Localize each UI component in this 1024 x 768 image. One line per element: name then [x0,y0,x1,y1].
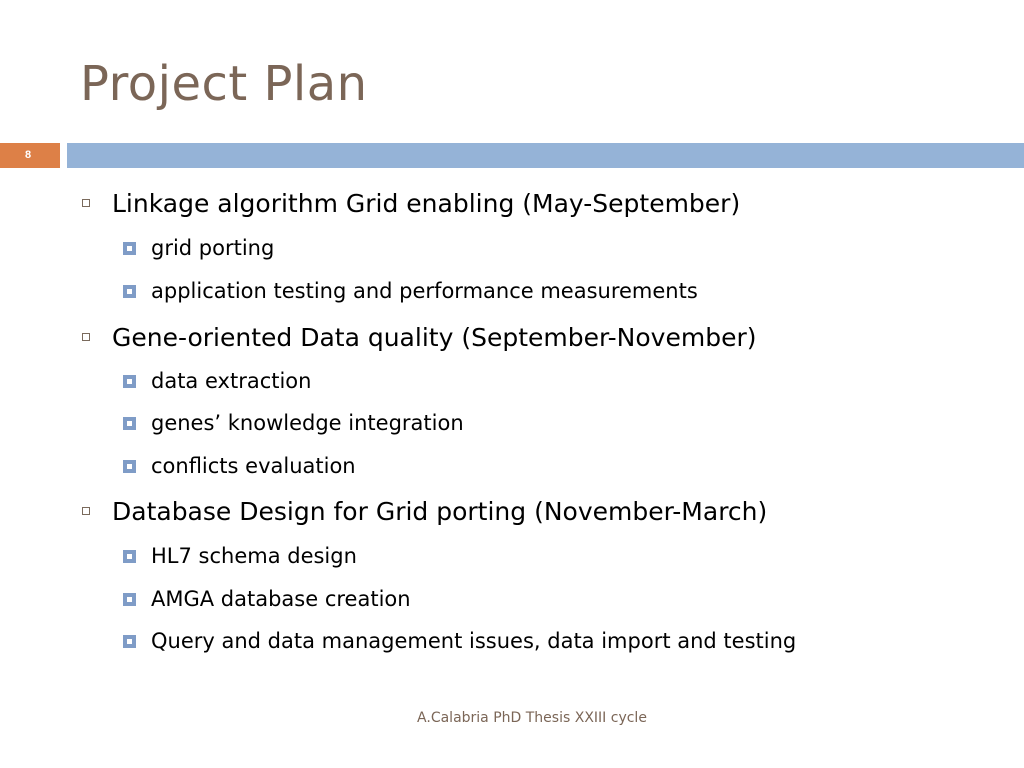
sub-bullet-text: grid porting [151,236,275,260]
sub-bullet-item [123,452,356,480]
sub-bullet-text: genes’ knowledge integration [151,411,464,435]
filled-square-bullet-icon [123,593,136,606]
sub-bullet-item [123,542,357,570]
sub-bullet-item [123,627,796,655]
bullet-item [82,322,756,352]
sub-bullet-text: HL7 schema design [151,544,357,568]
sub-bullet-item [123,367,311,395]
filled-square-bullet-icon [123,550,136,563]
sub-bullet-text: AMGA database creation [151,587,411,611]
sub-bullet-item [123,277,698,305]
slide-title: Project Plan [80,56,368,112]
bullet-text: Linkage algorithm Grid enabling (May-September) [112,188,741,218]
sub-bullet-item [123,234,274,262]
sub-bullet-text: Query and data management issues, data import and testing [151,629,797,653]
filled-square-bullet-icon [123,375,136,388]
filled-square-bullet-icon [123,417,136,430]
bullet-item [82,188,740,218]
slide-footer: A.Calabria PhD Thesis XXIII cycle [417,710,647,726]
filled-square-bullet-icon [123,285,136,298]
square-bullet-icon [82,333,90,341]
filled-square-bullet-icon [123,242,136,255]
bullet-item [82,496,767,526]
sub-bullet-text: conflicts evaluation [151,454,356,478]
sub-bullet-text: application testing and performance measurements [151,279,698,303]
square-bullet-icon [82,199,90,207]
sub-bullet-text: data extraction [151,369,312,393]
square-bullet-icon [82,507,90,515]
sub-bullet-item [123,585,411,613]
bullet-text: Gene-oriented Data quality (September-November) [112,322,757,352]
bullet-text: Database Design for Grid porting (November-March) [112,496,768,526]
slide-number: 8 [25,149,32,161]
sub-bullet-item [123,409,464,437]
filled-square-bullet-icon [123,635,136,648]
filled-square-bullet-icon [123,460,136,473]
